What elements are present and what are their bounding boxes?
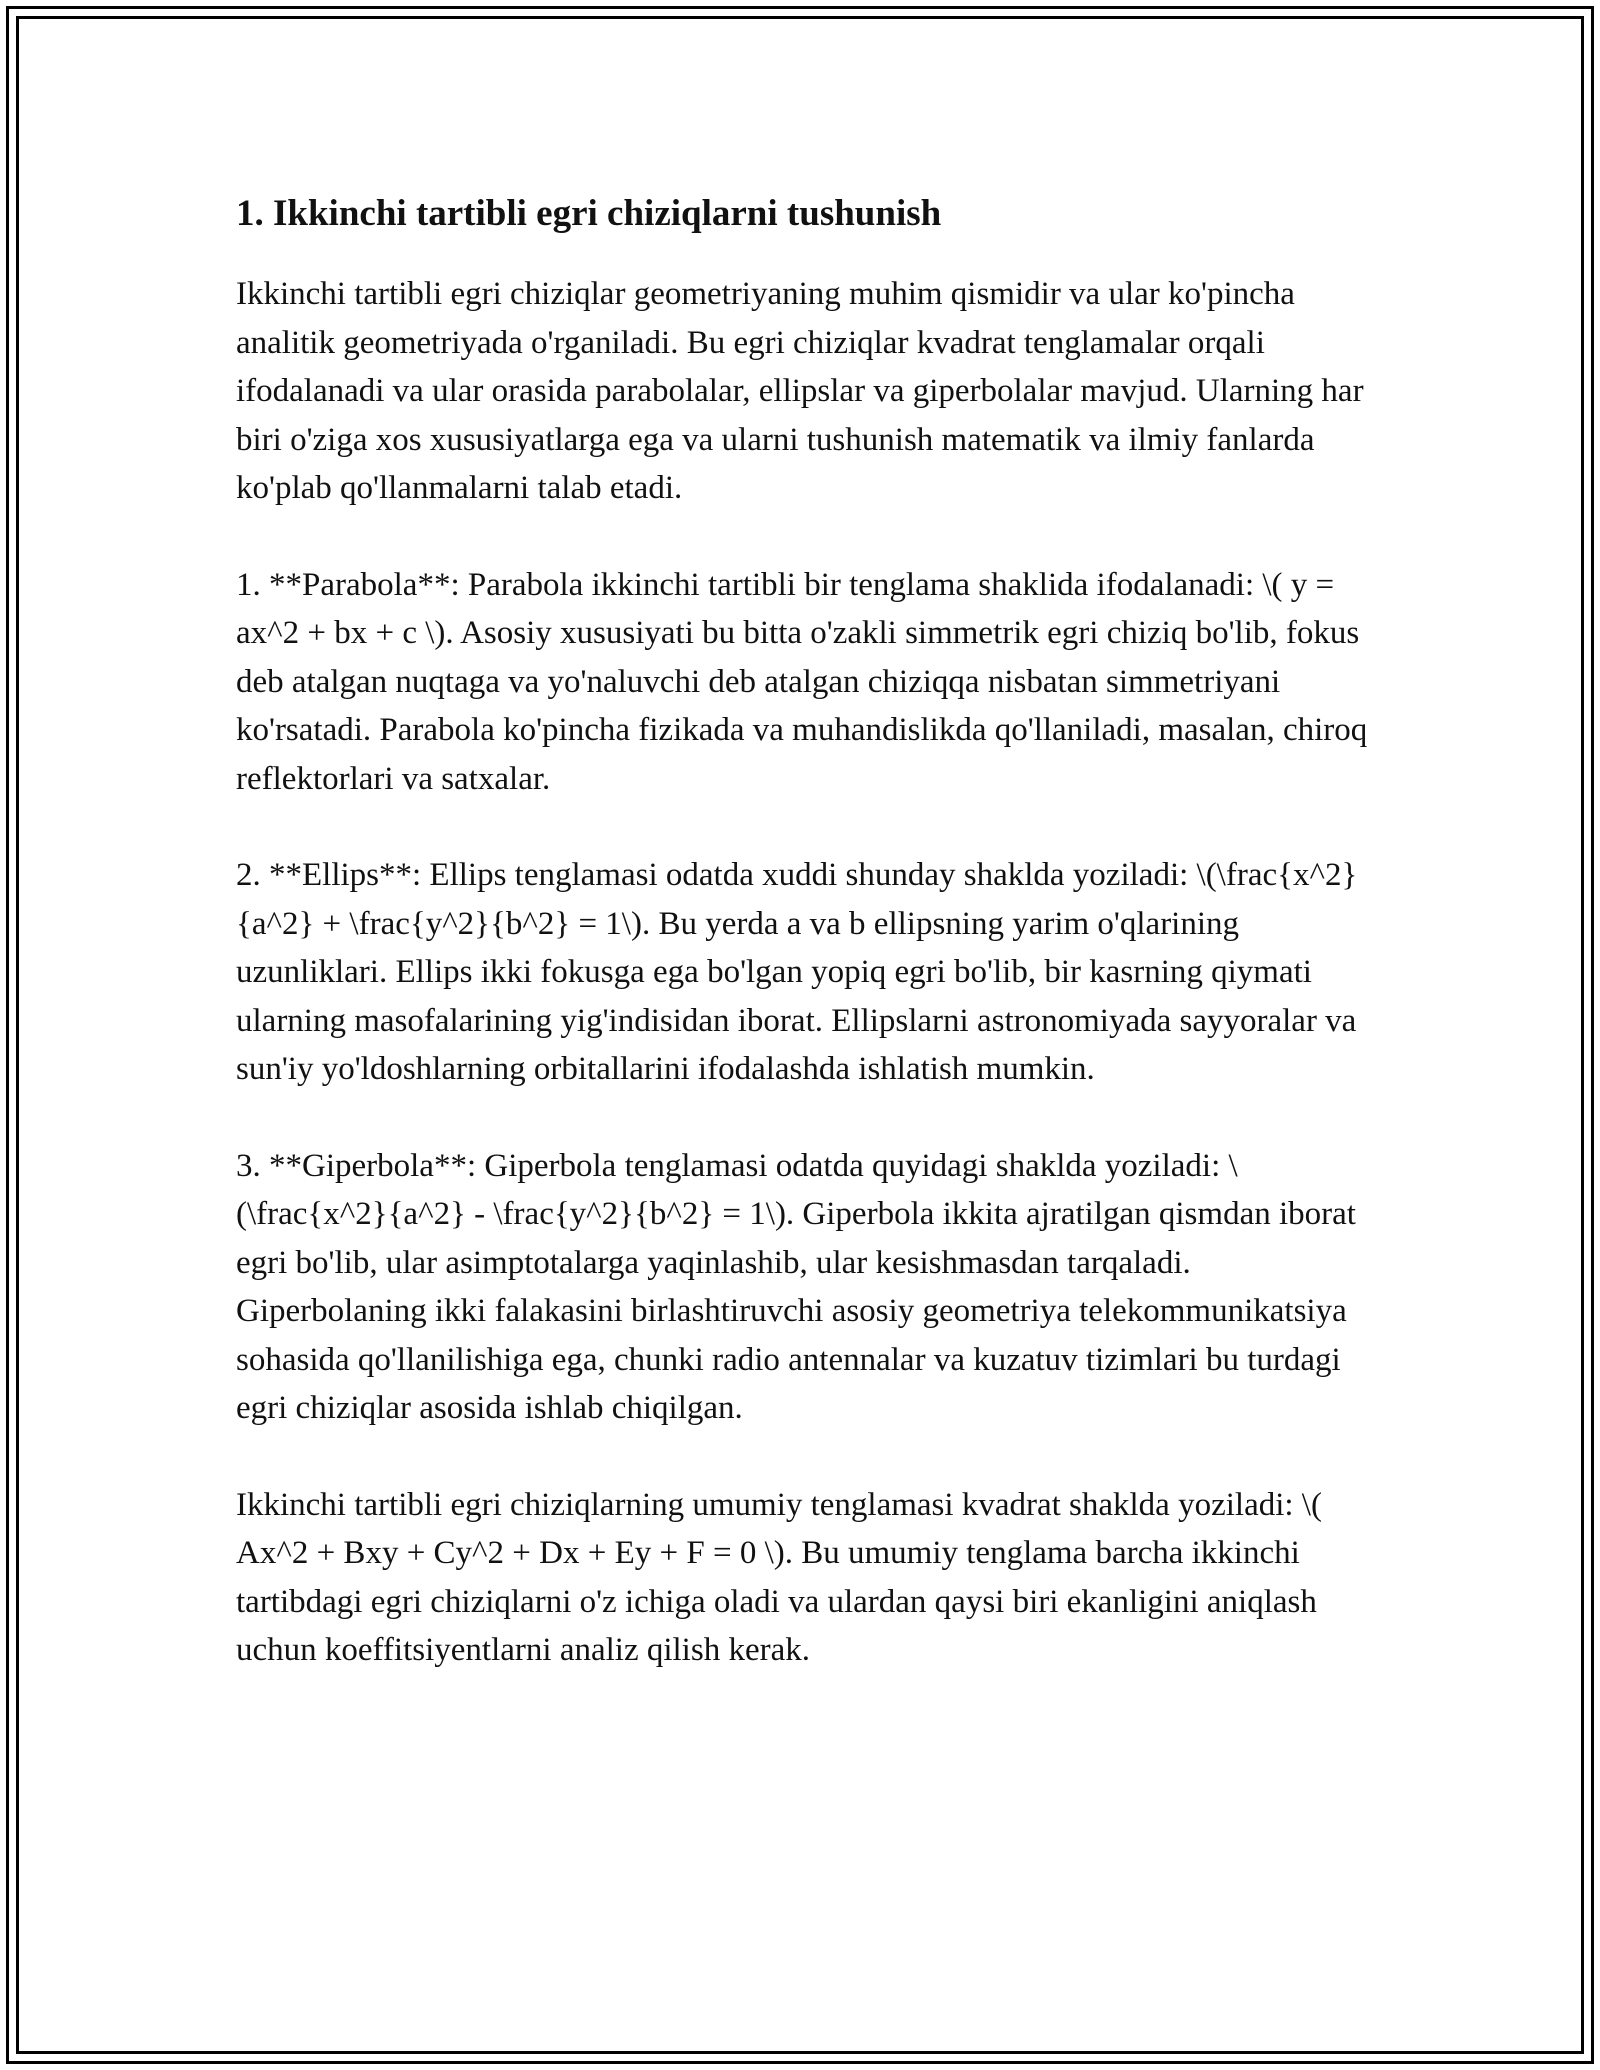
parabola-paragraph: 1. **Parabola**: Parabola ikkinchi tartibli bir tenglama shaklida ifodalanadi: \( y = ax^2 + bx + c \). Asosiy xususiyati bu bitta o'zakli simmetrik egri chiziq bo'lib, fokus deb atalgan nuqtaga va yo'naluvchi deb atalgan chiziqqa nisbatan simmetriyani ko'rsatadi. Parabola ko'pincha fizikada va muhandislikda qo'llaniladi, masalan, chiroq reflektorlari va satxalar. xyxy=(236,566,1368,797)
general-equation-paragraph: Ikkinchi tartibli egri chiziqlarning umumiy tenglamasi kvadrat shaklda yoziladi: \( Ax^2 + Bxy + Cy^2 + Dx + Ey + F = 0 \). Bu umumiy tenglama barcha ikkinchi tartibdagi egri chiziqlarni o'z ichiga oladi va ulardan qaysi biri ekanligini aniqlash uchun koeffitsiyentlarni analiz qilish kerak. xyxy=(236,1486,1322,1668)
ellipse-paragraph: 2. **Ellips**: Ellips tenglamasi odatda xuddi shunday shaklda yoziladi: \(\frac{x^2}{a^2} + \frac{y^2}{b^2} = 1\). Bu yerda a va b ellipsning yarim o'qlarining uzunliklari. Ellips ikki fokusga ega bo'lgan yopiq egri bo'lib, bir kasrning qiymati ularning masofalarining yig'indisidan iborat. Ellipslarni astronomiyada sayyoralar va sun'iy yo'ldoshlarning orbitallarini ifodalashda ishlatish mumkin. xyxy=(236,857,1358,1087)
intro-paragraph: Ikkinchi tartibli egri chiziqlar geometriyaning muhim qismidir va ular ko'pincha analitik geometriyada o'rganiladi. Bu egri chiziqlar kvadrat tenglamalar orqali ifodalanadi va ular orasida parabolalar, ellipslar va giperbolalar mavjud. Ularning har biri o'ziga xos xususiyatlarga ega va ularni tushunish matematik va ilmiy fanlarda ko'plab qo'llanmalarni talab etadi. xyxy=(236,276,1364,506)
document-body xyxy=(236,186,1376,1723)
section-heading: 1. Ikkinchi tartibli egri chiziqlarni tushunish xyxy=(236,193,942,234)
hyperbola-paragraph: 3. **Giperbola**: Giperbola tenglamasi odatda quyidagi shaklda yoziladi: \(\frac{x^2}{a^2} - \frac{y^2}{b^2} = 1\). Giperbola ikkita ajratilgan qismdan iborat egri bo'lib, ular asimptotalarga yaqinlashib, ular kesishmasdan tarqaladi. Giperbolaning ikki falakasini birlashtiruvchi asosiy geometriya telekommunikatsiya sohasida qo'llanilishiga ega, chunki radio antennalar va kuzatuv tizimlari bu turdagi egri chiziqlar asosida ishlab chiqilgan. xyxy=(236,1147,1356,1426)
